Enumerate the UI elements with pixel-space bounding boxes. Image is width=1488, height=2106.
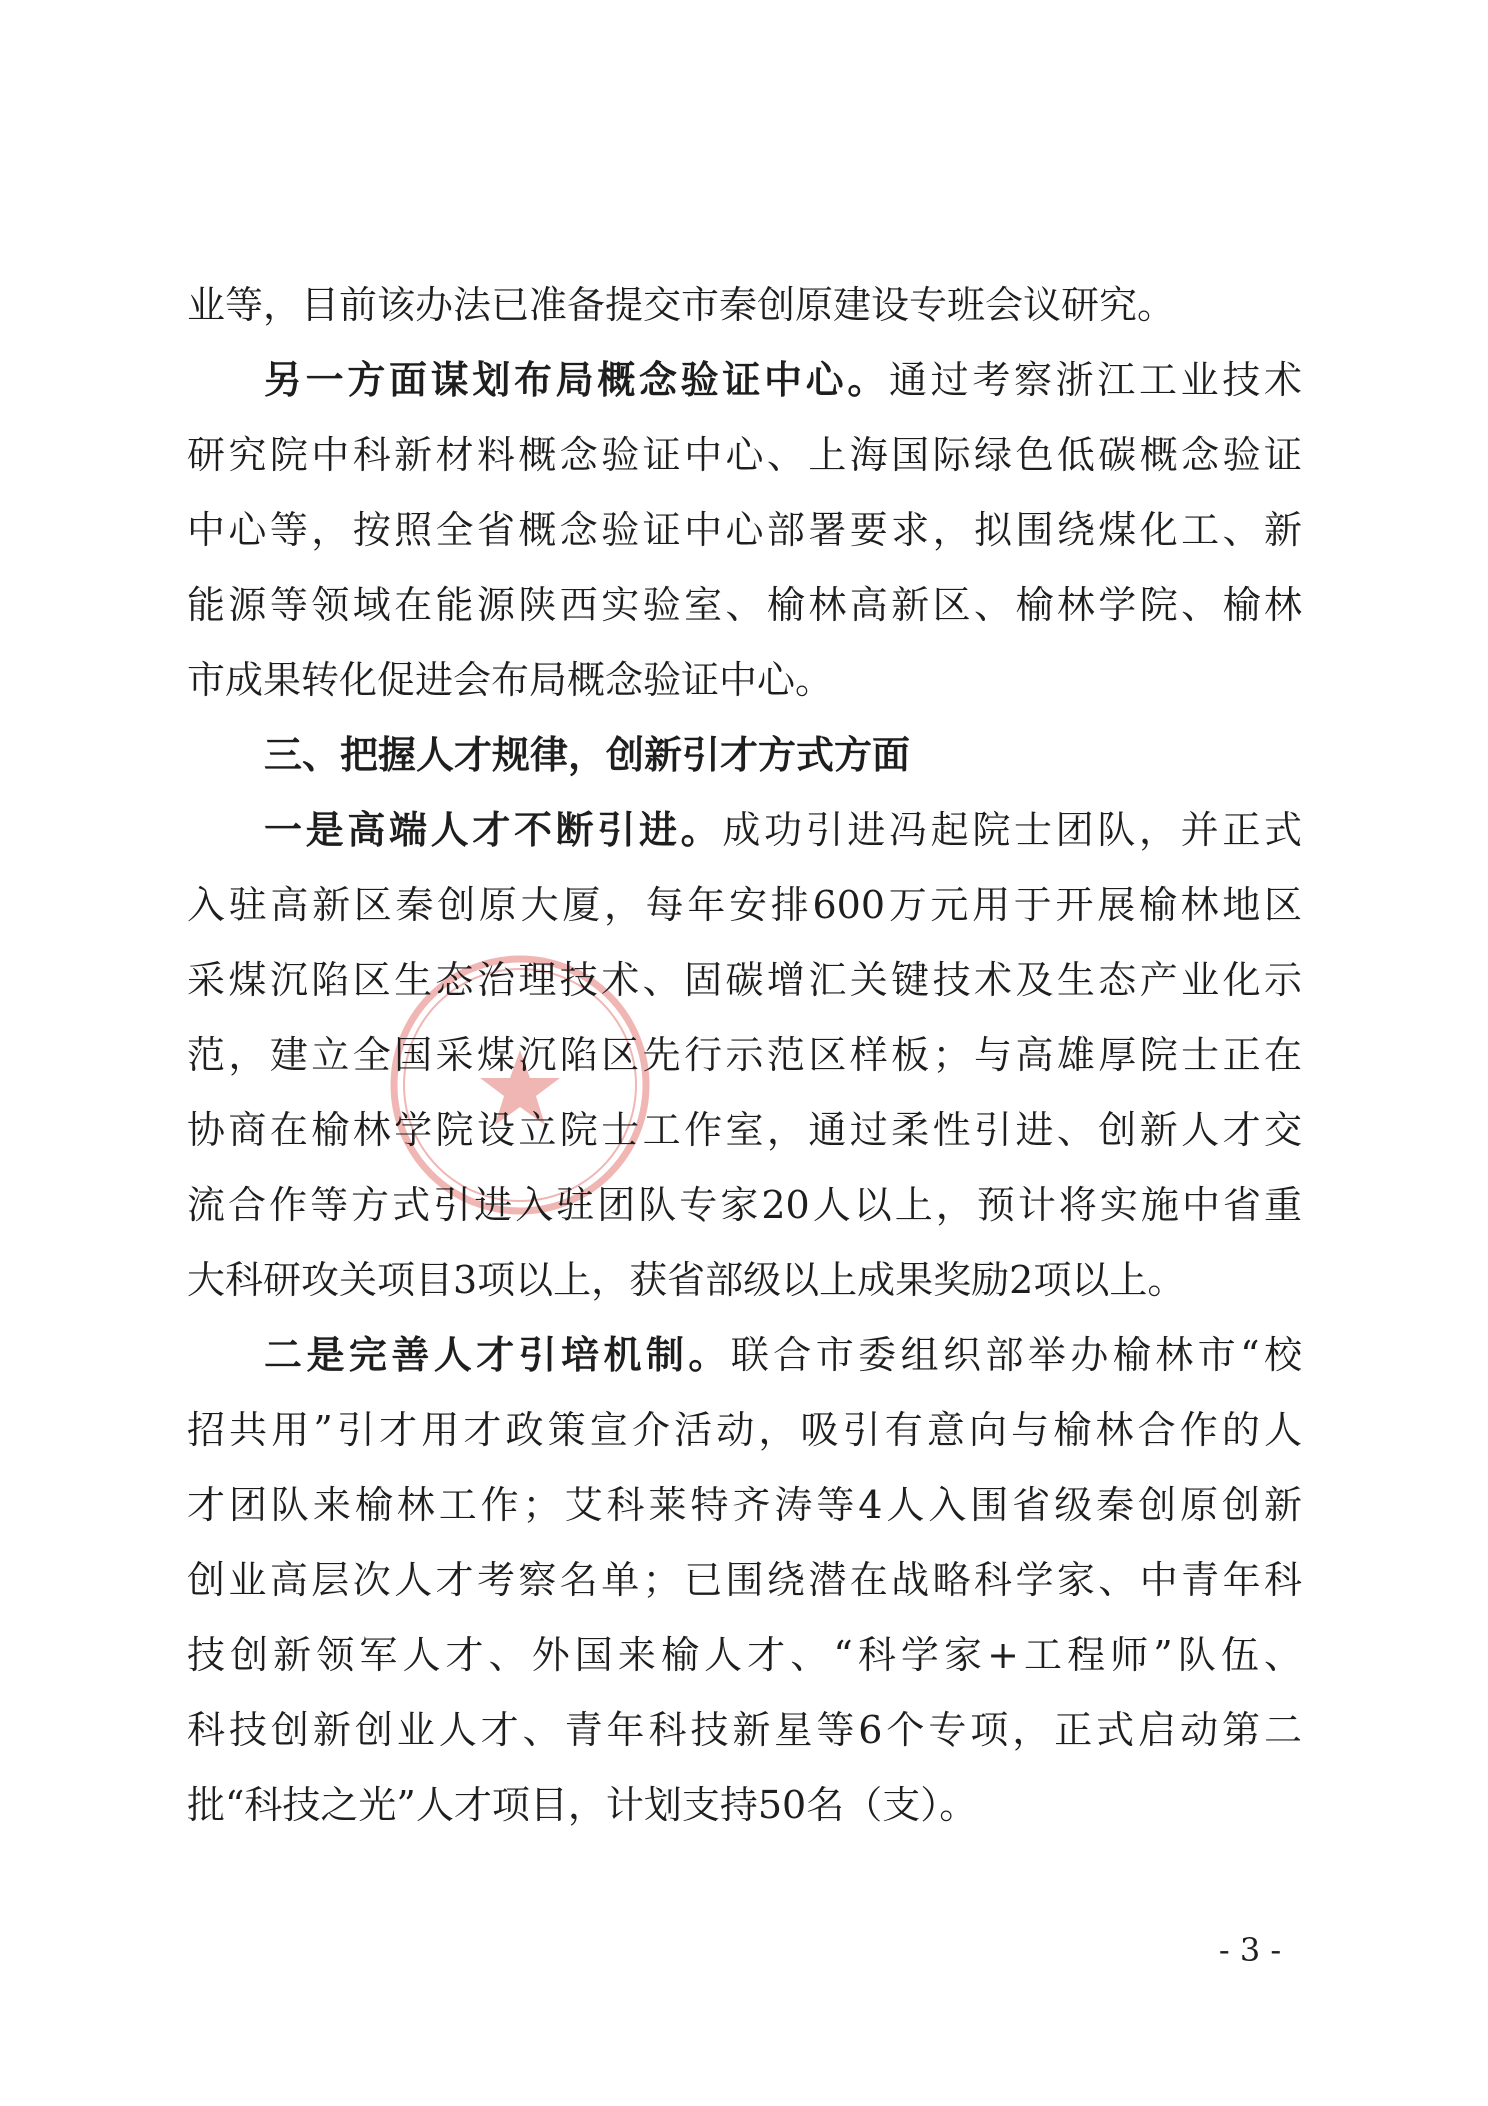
text-line: 采煤沉陷区生态治理技术、固碳增汇关键技术及生态产业化示: [187, 958, 1302, 1002]
text-line: 中心等，按照全省概念验证中心部署要求，拟围绕煤化工、新: [187, 508, 1302, 552]
page-number: - 3 -: [1218, 1931, 1282, 1969]
paragraph-lead-heading: 二是完善人才引培机制。: [264, 1332, 731, 1377]
paragraph-lead-heading: 另一方面谋划布局概念验证中心。: [264, 357, 889, 402]
text-line: 创业高层次人才考察名单；已围绕潜在战略科学家、中青年科: [187, 1558, 1302, 1602]
text-line: 招共用”引才用才政策宣介活动，吸引有意向与榆林合作的人: [187, 1408, 1302, 1452]
text-line: 科技创新创业人才、青年科技新星等6个专项，正式启动第二: [187, 1708, 1302, 1752]
text-line: 大科研攻关项目3项以上，获省部级以上成果奖励2项以上。: [187, 1258, 1186, 1302]
text-line: 才团队来榆林工作；艾科莱特齐涛等4人入围省级秦创原创新: [187, 1483, 1302, 1527]
text-line: 入驻高新区秦创原大厦，每年安排600万元用于开展榆林地区: [187, 883, 1302, 927]
text-line: 范，建立全国采煤沉陷区先行示范区样板；与高雄厚院士正在: [187, 1033, 1302, 1077]
text-line: 能源等领域在能源陕西实验室、榆林高新区、榆林学院、榆林: [187, 583, 1302, 627]
text-line: 市成果转化促进会布局概念验证中心。: [187, 658, 834, 702]
text-line: 业等，目前该办法已准备提交市秦创原建设专班会议研究。: [187, 283, 1176, 327]
text-line: 流合作等方式引进入驻团队专家20人以上，预计将实施中省重: [187, 1183, 1302, 1227]
text-line: 批“科技之光”人才项目，计划支持50名（支）。: [187, 1783, 978, 1827]
paragraph-lead-heading: 一是高端人才不断引进。: [264, 807, 723, 852]
text-line: 技创新领军人才、外国来榆人才、“科学家+工程师”队伍、: [187, 1633, 1302, 1677]
text-line: 一是高端人才不断引进。成功引进冯起院士团队，并正式: [264, 807, 1302, 852]
text-line: 研究院中科新材料概念验证中心、上海国际绿色低碳概念验证: [187, 433, 1302, 477]
text-line: 二是完善人才引培机制。联合市委组织部举办榆林市“校: [264, 1332, 1302, 1377]
text-line: 协商在榆林学院设立院士工作室，通过柔性引进、创新人才交: [187, 1108, 1302, 1152]
text-line: 另一方面谋划布局概念验证中心。通过考察浙江工业技术: [264, 357, 1302, 402]
section-heading: 三、把握人才规律，创新引才方式方面: [264, 732, 911, 777]
